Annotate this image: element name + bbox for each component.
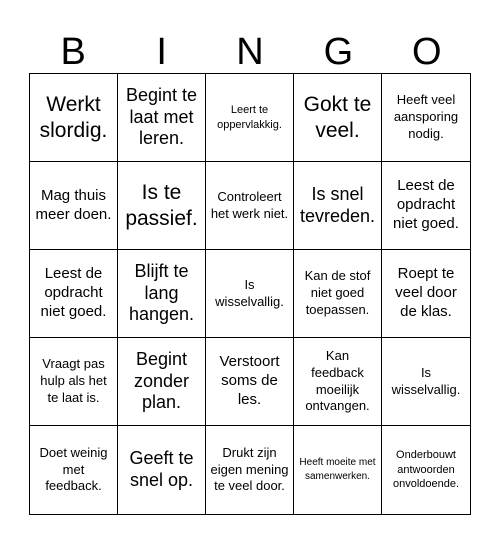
bingo-cell: Is wisselvallig. (206, 250, 294, 338)
bingo-cell: Gokt te veel. (294, 74, 382, 162)
bingo-cell: Heeft moeite met samenwerken. (294, 426, 382, 514)
bingo-cell: Onderbouwt antwoorden onvoldoende. (392, 448, 460, 491)
bingo-cell: Werkt slordig. (30, 74, 118, 162)
bingo-cell: Kan de stof niet goed toepassen. (294, 250, 382, 338)
bingo-cell: Blijft te lang hangen. (118, 250, 206, 338)
header-letter-i: I (156, 31, 167, 73)
bingo-cell: Controleert het werk niet. (206, 162, 294, 250)
bingo-cell: Is te passief. (118, 162, 206, 250)
header-letter-o: O (412, 31, 442, 73)
bingo-cell: Kan feedback moeilijk ontvangen. (294, 338, 382, 426)
bingo-cell: Begint zonder plan. (118, 338, 206, 426)
bingo-board (29, 73, 471, 515)
bingo-cell: Heeft veel aansporing nodig. (382, 74, 470, 162)
bingo-cell: Is snel tevreden. (294, 162, 382, 250)
bingo-cell: Verstoort soms de les. (206, 338, 294, 426)
bingo-cell: Vraagt pas hulp als het te laat is. (30, 338, 118, 426)
bingo-cell: Is wisselvallig. (382, 338, 470, 426)
bingo-cell: Begint te laat met leren. (118, 74, 206, 162)
header-letter-b: B (60, 31, 86, 73)
bingo-cell: Roept te veel door de klas. (382, 250, 470, 338)
bingo-cell: Leest de opdracht niet goed. (30, 250, 118, 338)
header-letter-g: G (323, 31, 354, 73)
bingo-cell: Leert te oppervlakkig. (206, 74, 294, 162)
header-letter-n: N (236, 31, 264, 73)
bingo-cell: Mag thuis meer doen. (30, 162, 118, 250)
bingo-cell: Doet weinig met feedback. (30, 426, 118, 514)
bingo-cell: Drukt zijn eigen mening te veel door. (206, 426, 294, 514)
bingo-header (29, 30, 471, 74)
bingo-cell: Geeft te snel op. (118, 426, 206, 514)
bingo-cell: Leest de opdracht niet goed. (382, 162, 470, 250)
